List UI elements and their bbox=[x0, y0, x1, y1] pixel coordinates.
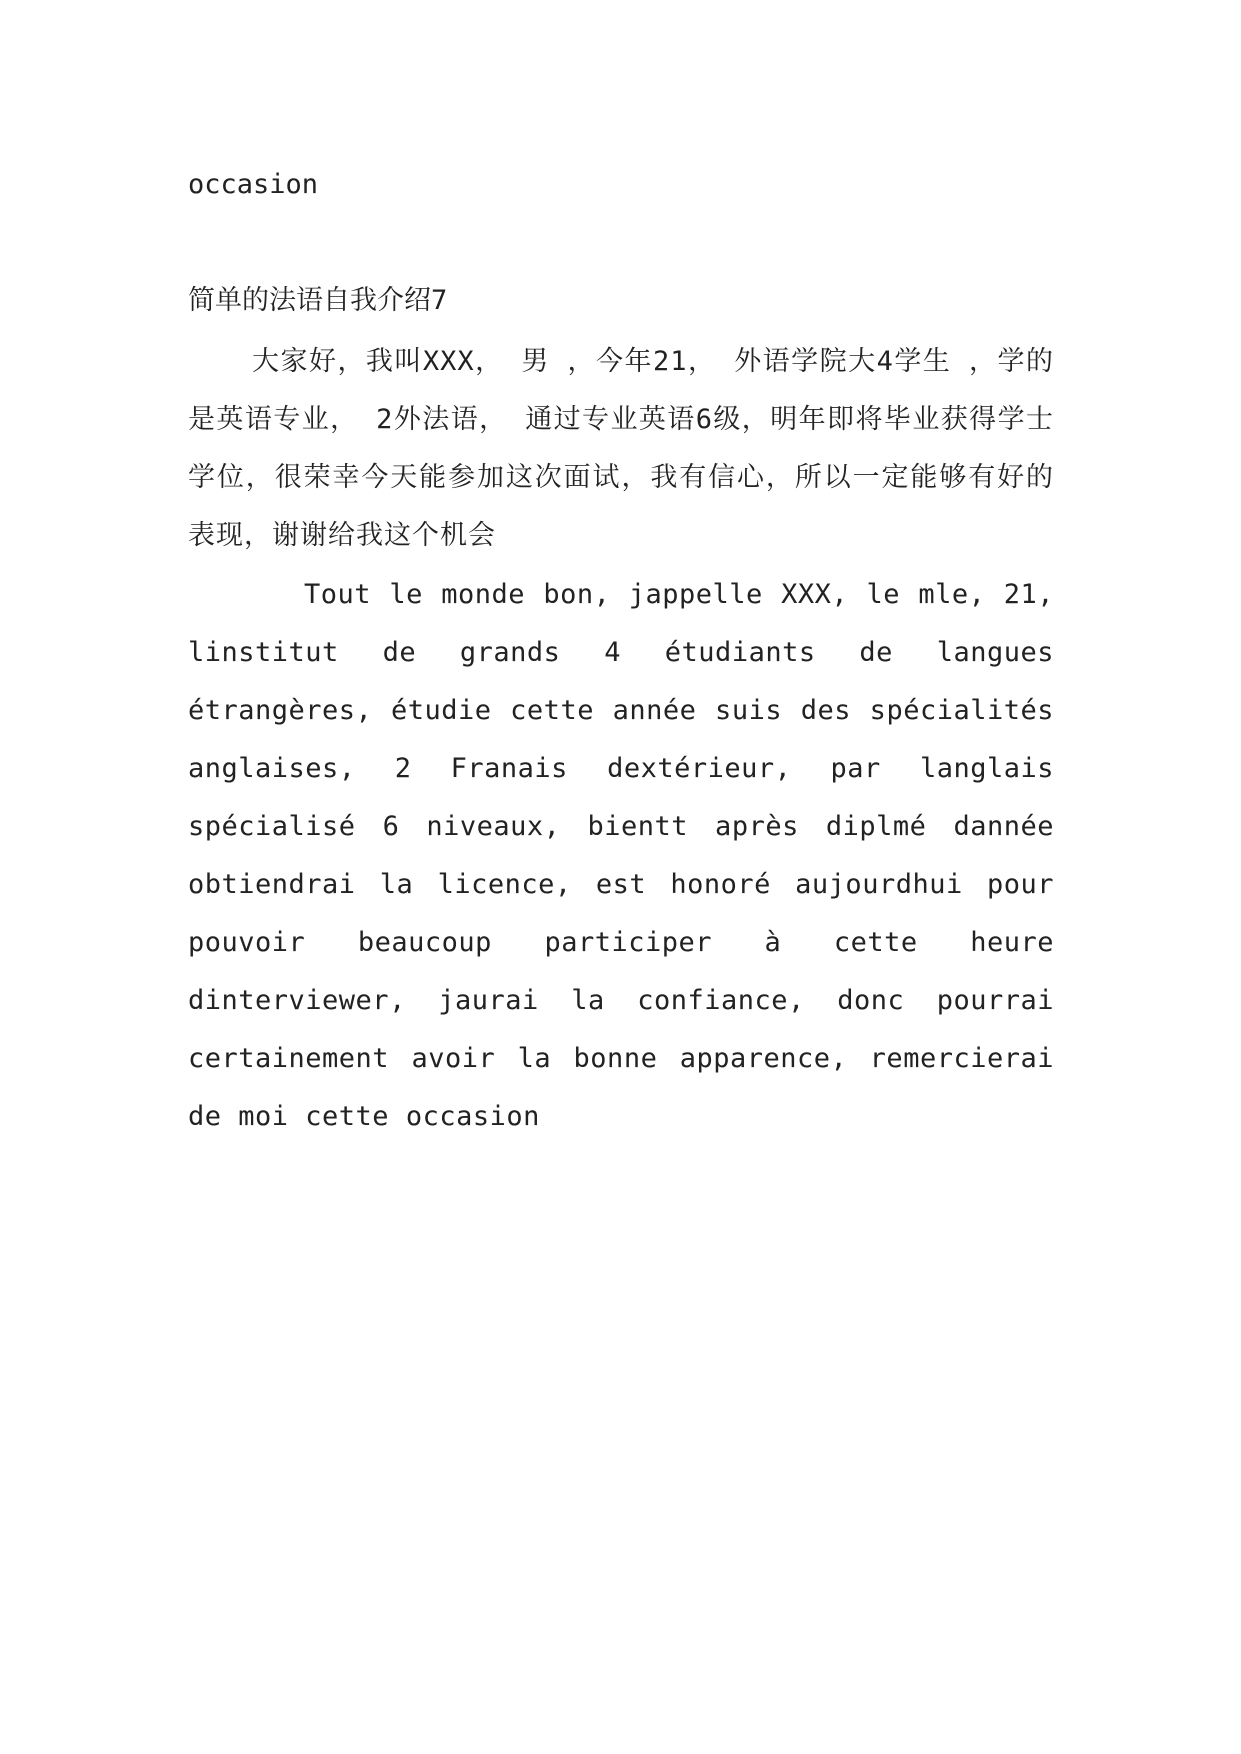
chinese-paragraph: 大家好，我叫XXX， 男 ，今年21， 外语学院大4学生 ，学的是英语专业， 2外法语， 通过专业英语6级，明年即将毕业获得学士学位，很荣幸今天能参加这次面试，我有信心，所以一定能够有好的表现，谢谢给我这个机会 bbox=[188, 346, 1054, 551]
french-paragraph: Tout le monde bon, jappelle XXX, le mle, 21, linstitut de grands 4 étudiants de langues étrangères, étudie cette année suis des spécialités anglaises, 2 Franais dextérieur, par langlais spécialisé 6 niveaux, bientt après diplmé dannée obtiendrai la licence, est honoré aujourdhui pour pouvoir beaucoup participer à cette heure dinterviewer, jaurai la confiance, donc pourrai certainement avoir la bonne apparence, remercierai de moi cette occasion bbox=[188, 579, 1054, 1132]
continuation-text: occasion bbox=[188, 169, 319, 200]
section-heading: 简单的法语自我介绍7 bbox=[188, 285, 448, 316]
